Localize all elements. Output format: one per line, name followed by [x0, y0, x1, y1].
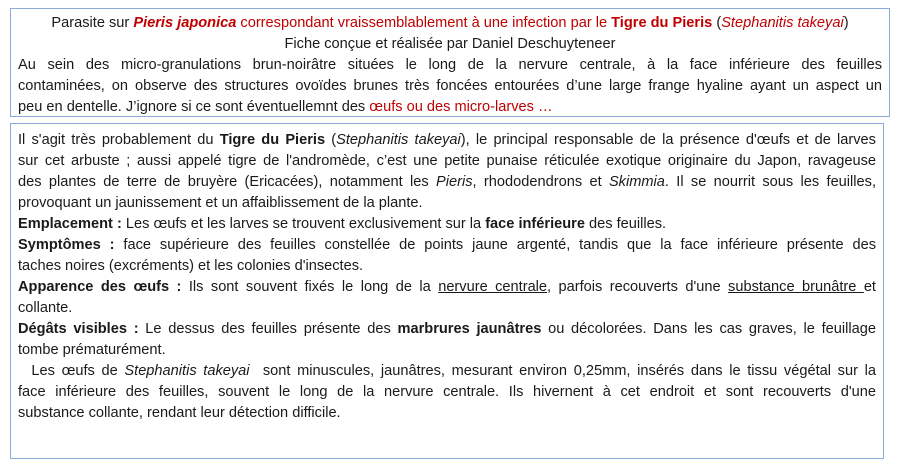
header-title [18, 13, 882, 34]
credit-line: Fiche conçue et réalisée par Daniel Deschuyteneer [284, 36, 616, 52]
pest-name: Tigre du Pieris [219, 132, 326, 148]
text: Les œufs et les larves se trouvent exclusivement sur la [121, 216, 486, 232]
section-label: Apparence des œufs : [18, 279, 182, 295]
text: et [863, 279, 876, 295]
observation-line-3 [18, 97, 882, 118]
emplacement-section [18, 214, 876, 235]
pest-latin-name: Stephanitis takeyai [336, 132, 461, 148]
paren: ( [712, 15, 722, 31]
text: Les œufs de [18, 363, 125, 379]
intro-line-1 [18, 130, 876, 151]
degats-line-2: tombe prématurément. [18, 342, 166, 358]
genus-skimmia: Skimmia [608, 174, 665, 190]
observation-line-1: Au sein des micro-granulations brun-noirâtre situées le long de la nervure centrale, à la face inférieure des feuilles [18, 57, 882, 73]
text: des plantes de terre de bruyère (Ericacées), notamment les [18, 174, 437, 190]
oeufs-line-2: face inférieure des feuilles, souvent le long de la nervure centrale. Ils hivernent à cet endroit et sont recouverts d'une [18, 384, 876, 400]
apparence-line-2: collante. [18, 300, 73, 316]
underlined-term: nervure centrale [438, 279, 548, 295]
intro-line-3 [18, 172, 876, 193]
text: , parfois recouverts d'une [547, 279, 729, 295]
pest-latin-name: Stephanitis takeyai [721, 15, 844, 31]
text: , rhododendrons et [472, 174, 609, 190]
text: des feuilles. [584, 216, 667, 232]
text: sont minuscules, jaunâtres, mesurant environ 0,25mm, insérés dans le tissu végétal sur la [249, 363, 876, 379]
observation-line-2: contaminées, on observe des structures ovoïdes brunes très foncées entourées d’une large frange hyaline ayant un aspect un [18, 78, 882, 94]
text: ( [325, 132, 337, 148]
observation-highlight: œufs ou des micro-larves … [369, 99, 553, 115]
species-name: Pieris japonica [133, 15, 237, 31]
emphasis: face inférieure [485, 216, 585, 232]
symptomes-line-2: taches noires (excréments) et les colonies d'insectes. [18, 258, 364, 274]
section-label: Dégâts visibles : [18, 321, 139, 337]
oeufs-line-1 [18, 361, 876, 382]
title-prefix: Parasite sur [51, 15, 134, 31]
text: . Il se nourrit sous les feuilles, [664, 174, 876, 190]
text: ), le principal responsable de la présence d'œufs et de larves [460, 132, 876, 148]
apparence-section [18, 277, 876, 298]
intro-line-2: sur cet arbuste ; aussi appelé tigre de l'andromède, c’est une petite punaise réticulée exotique originaire du Japon, ravageuse [18, 153, 876, 169]
main-description-box [10, 123, 884, 459]
symptomes-section [18, 235, 876, 256]
section-label: Symptômes : [18, 237, 115, 253]
intro-line-4: provoquant un jaunissement et un affaiblissement de la plante. [18, 195, 423, 211]
text: Le dessus des feuilles présente des [138, 321, 398, 337]
text: face supérieure des feuilles constellée de points jaune argenté, tandis que la face inférieure présente des [114, 237, 877, 253]
observation-text: peu en dentelle. J’ignore si ce sont éventuellemnt des [18, 99, 370, 115]
pest-latin-name: Stephanitis takeyai [124, 363, 250, 379]
text: Ils sont souvent fixés le long de la [181, 279, 439, 295]
emphasis: marbrures jaunâtres [397, 321, 542, 337]
section-label: Emplacement : [18, 216, 122, 232]
genus-pieris: Pieris [436, 174, 473, 190]
underlined-term: substance brunâtre [728, 279, 864, 295]
oeufs-line-3: substance collante, rendant leur détection difficile. [18, 405, 341, 421]
pest-name: Tigre du Pieris [611, 15, 713, 31]
header-box [10, 8, 890, 117]
title-middle: correspondant vraissemblablement à une infection par le [236, 15, 612, 31]
paren: ) [843, 15, 849, 31]
text: ou décolorées. Dans les cas graves, le feuillage [541, 321, 876, 337]
text: Il s'agit très probablement du [18, 132, 220, 148]
degats-section [18, 319, 876, 340]
